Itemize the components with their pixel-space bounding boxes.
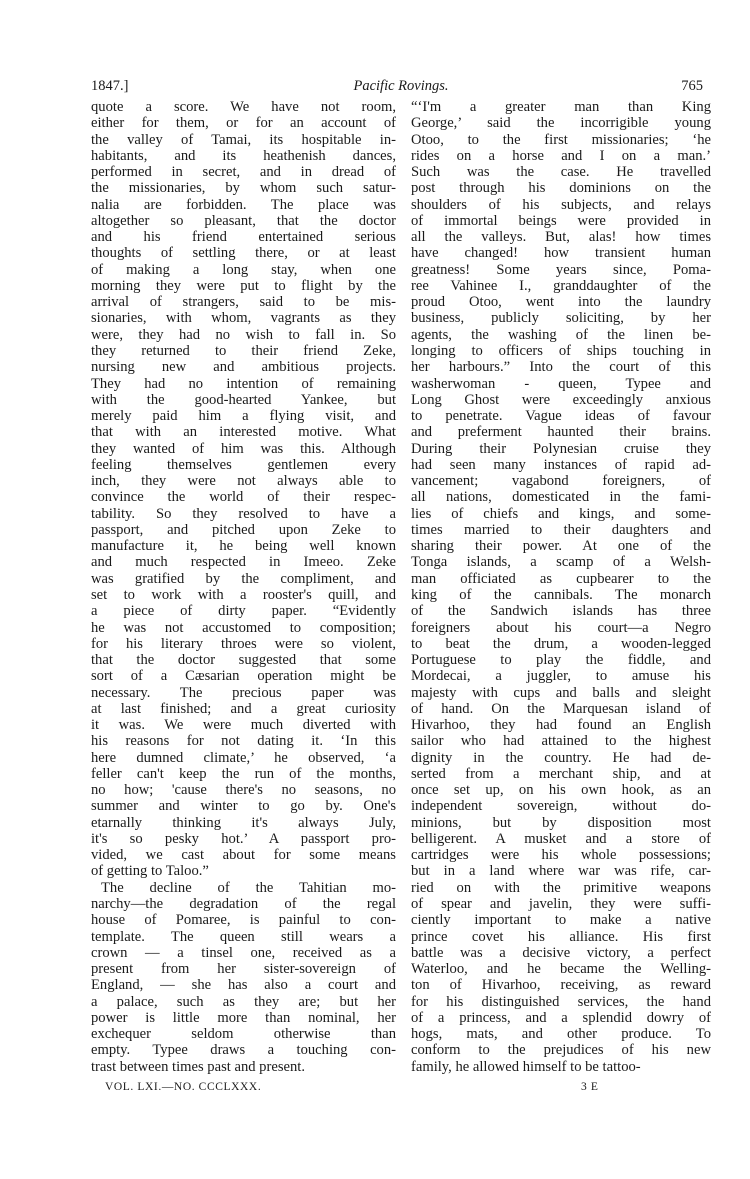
text-line: greatness! Some years since, Poma- — [411, 261, 711, 278]
text-line: battle was a decisive victory, a perfect — [411, 944, 711, 961]
text-line: inch, they were not always able to — [91, 473, 396, 490]
text-line: and much respected in Imeeo. Zeke — [91, 554, 396, 571]
text-line: conform to the prejudices of his new — [411, 1042, 711, 1059]
text-line: quote a score. We have not room, — [91, 99, 396, 115]
text-line: once set up, on his own hook, as an — [411, 782, 711, 799]
text-line: but in a land where war was rife, car- — [411, 863, 711, 880]
text-line: and preferment haunted their brains. — [411, 424, 711, 441]
text-line: he was not accustomed to composition; — [91, 619, 396, 636]
text-line: Mordecai, a juggler, to amuse his — [411, 668, 711, 685]
text-line: belligerent. A musket and a store of — [411, 830, 711, 847]
text-line: England, — she has also a court and — [91, 977, 396, 994]
text-line: They had no intention of remaining — [91, 375, 396, 392]
text-line: “‘I'm a greater man than King — [411, 99, 711, 115]
text-line: ton of Hivarhoo, receiving, as reward — [411, 977, 711, 994]
text-line: Long Ghost were exceedingly anxious — [411, 391, 711, 408]
text-line: feeling themselves gentlemen every — [91, 456, 396, 473]
page-number: 765 — [681, 78, 703, 94]
text-line: to penetrate. Vague ideas of favour — [411, 408, 711, 425]
text-line: habitants, and its heathenish dances, — [91, 147, 396, 164]
text-line: of spear and javelin, they were suffi- — [411, 896, 711, 913]
text-line: here dumned climate,’ he observed, ‘a — [91, 749, 396, 766]
text-line: convince the world of their respec- — [91, 489, 396, 506]
text-line: with the good-hearted Yankee, but — [91, 391, 396, 408]
text-line: longing to officers of ships touching in — [411, 342, 711, 359]
text-line: present from her sister-sovereign of — [91, 961, 396, 978]
text-line: of getting to Taloo.” — [91, 863, 209, 880]
running-head-title: Pacific Rovings. — [353, 78, 449, 94]
text-columns — [91, 99, 711, 1075]
text-line: altogether so pleasant, that the doctor — [91, 212, 396, 229]
text-line: vancement; vagabond foreigners, of — [411, 473, 711, 490]
text-line: power is little more than nominal, her — [91, 1009, 396, 1026]
text-line: and his friend entertained serious — [91, 229, 396, 246]
text-line: merely paid him a flying visit, and — [91, 408, 396, 425]
text-line: a palace, such as they are; but her — [91, 993, 396, 1010]
text-line: Tonga islands, a scamp of a Welsh- — [411, 554, 711, 571]
text-line: trast between times past and present. — [91, 1058, 305, 1075]
right-column — [411, 99, 711, 1075]
text-line: of a princess, and a splendid dowry of — [411, 1009, 711, 1026]
text-line: of the Sandwich islands has three — [411, 603, 711, 620]
text-line: man officiated as cupbearer to the — [411, 570, 711, 587]
text-line: manufacture it, he being well known — [91, 538, 396, 555]
text-line: business, publicly soliciting, by her — [411, 310, 711, 327]
text-line: sharing their power. At one of the — [411, 538, 711, 555]
text-line: crown — a tinsel one, received as a — [91, 944, 396, 961]
text-line: narchy—the degradation of the regal — [91, 896, 396, 913]
text-line: Otoo, to the first missionaries; ‘he — [411, 131, 711, 148]
text-line: it was. We were much diverted with — [91, 717, 396, 734]
text-line: shoulders of his subjects, and relays — [411, 196, 711, 213]
text-line: family, he allowed himself to be tattoo- — [411, 1058, 641, 1075]
text-line: exchequer seldom otherwise than — [91, 1026, 396, 1043]
text-line: at last finished; and a great curiosity — [91, 700, 396, 717]
text-line: they wanted of him was this. Although — [91, 440, 396, 457]
text-line: to beat the drum, a wooden-legged — [411, 635, 711, 652]
running-head-year: 1847.] — [91, 78, 129, 94]
text-line: no how; 'cause there's no seasons, no — [91, 782, 396, 799]
text-line: majesty with cups and balls and sleight — [411, 684, 711, 701]
magazine-page — [91, 78, 711, 1101]
text-line: had seen many instances of rapid ad- — [411, 456, 711, 473]
text-line: of immortal beings were provided in — [411, 212, 711, 229]
text-line: house of Pomaree, is painful to con- — [91, 912, 396, 929]
text-line: king of the cannibals. The monarch — [411, 586, 711, 603]
text-line: Portuguese to play the fiddle, and — [411, 652, 711, 669]
text-line: passport, and pitched upon Zeke to — [91, 521, 396, 538]
text-line: foreigners about his court—a Negro — [411, 619, 711, 636]
page-footer — [91, 1081, 711, 1101]
text-line: The decline of the Tahitian mo- — [101, 879, 396, 896]
text-line: of hand. On the Marquesan island of — [411, 700, 711, 717]
text-line: that the doctor suggested that some — [91, 652, 396, 669]
text-line: arrival of strangers, said to be mis- — [91, 294, 396, 311]
text-line: Hivarhoo, they had found an English — [411, 717, 711, 734]
volume-signature: VOL. LXI.—NO. CCCLXXX. — [105, 1080, 262, 1093]
text-line: morning they were put to flight by the — [91, 277, 396, 294]
text-line: nursing new and ambitious projects. — [91, 359, 396, 376]
text-line: agents, the washing of the linen be- — [411, 326, 711, 343]
text-line: the missionaries, by whom such satur- — [91, 180, 396, 197]
text-line: post through his dominions on the — [411, 180, 711, 197]
text-line: minions, but by disposition most — [411, 814, 711, 831]
text-line: they returned to their friend Zeke, — [91, 342, 396, 359]
text-line: independent sovereign, without do- — [411, 798, 711, 815]
text-line: the valley of Tamai, its hospitable in- — [91, 131, 396, 148]
left-column — [91, 99, 396, 1075]
running-head — [91, 78, 711, 98]
text-line: for his distinguished services, the hand — [411, 993, 711, 1010]
text-line: nalia are forbidden. The place was — [91, 196, 396, 213]
text-line: proud Otoo, went into the laundry — [411, 294, 711, 311]
sheet-mark: 3 E — [581, 1080, 599, 1093]
text-line: performed in secret, and in dread of — [91, 164, 396, 181]
text-line: a piece of dirty paper. “Evidently — [91, 603, 396, 620]
text-line: Waterloo, and he became the Welling- — [411, 961, 711, 978]
text-line: serted from a merchant ship, and at — [411, 765, 711, 782]
text-line: dignity in the country. He had de- — [411, 749, 711, 766]
text-line: sailor who had attained to the highest — [411, 733, 711, 750]
text-line: ree Vahinee I., granddaughter of the — [411, 277, 711, 294]
text-line: were, they had no wish to fall in. So — [91, 326, 396, 343]
text-line: lies of chiefs and kings, and some- — [411, 505, 711, 522]
text-line: necessary. The precious paper was — [91, 684, 396, 701]
text-line: that with an interested motive. What — [91, 424, 396, 441]
text-line: vided, we cast about for some means — [91, 847, 396, 864]
text-line: his reasons for not dating it. ‘In this — [91, 733, 396, 750]
text-line: empty. Typee draws a touching con- — [91, 1042, 396, 1059]
text-line: it's so pesky hot.’ A passport pro- — [91, 830, 396, 847]
text-line: sionaries, with whom, vagrants as they — [91, 310, 396, 327]
text-line: times married to their daughters and — [411, 521, 711, 538]
text-line: was gratified by the compliment, and — [91, 570, 396, 587]
text-line: cartridges were his whole possessions; — [411, 847, 711, 864]
text-line: thoughts of settling there, or at least — [91, 245, 396, 262]
text-line: all the valleys. But, alas! how times — [411, 229, 711, 246]
text-line: summer and winter to go by. One's — [91, 798, 396, 815]
text-line: Such was the case. He travelled — [411, 164, 711, 181]
text-line: for his literary throes were so violent, — [91, 635, 396, 652]
text-line: all nations, domesticated in the fami- — [411, 489, 711, 506]
text-line: washerwoman - queen, Typee and — [411, 375, 711, 392]
text-line: etarnally thinking it's always July, — [91, 814, 396, 831]
text-line: ciently important to make a native — [411, 912, 711, 929]
text-line: either for them, or for an account of — [91, 115, 396, 132]
text-line: set to work with a rooster's quill, and — [91, 586, 396, 603]
text-line: ried on with the primitive weapons — [411, 879, 711, 896]
text-line: have changed! how transient human — [411, 245, 711, 262]
text-line: feller can't keep the run of the months, — [91, 765, 396, 782]
text-line: rides on a horse and I on a man.’ — [411, 147, 711, 164]
text-line: During their Polynesian cruise they — [411, 440, 711, 457]
text-line: template. The queen still wears a — [91, 928, 396, 945]
text-line: of making a long stay, when one — [91, 261, 396, 278]
text-line: her harbours.” Into the court of this — [411, 359, 711, 376]
text-line: tability. So they resolved to have a — [91, 505, 396, 522]
text-line: hogs, mats, and other produce. To — [411, 1026, 711, 1043]
text-line: prince covet his alliance. His first — [411, 928, 711, 945]
text-line: sort of a Cæsarian operation might be — [91, 668, 396, 685]
text-line: George,’ said the incorrigible young — [411, 115, 711, 132]
